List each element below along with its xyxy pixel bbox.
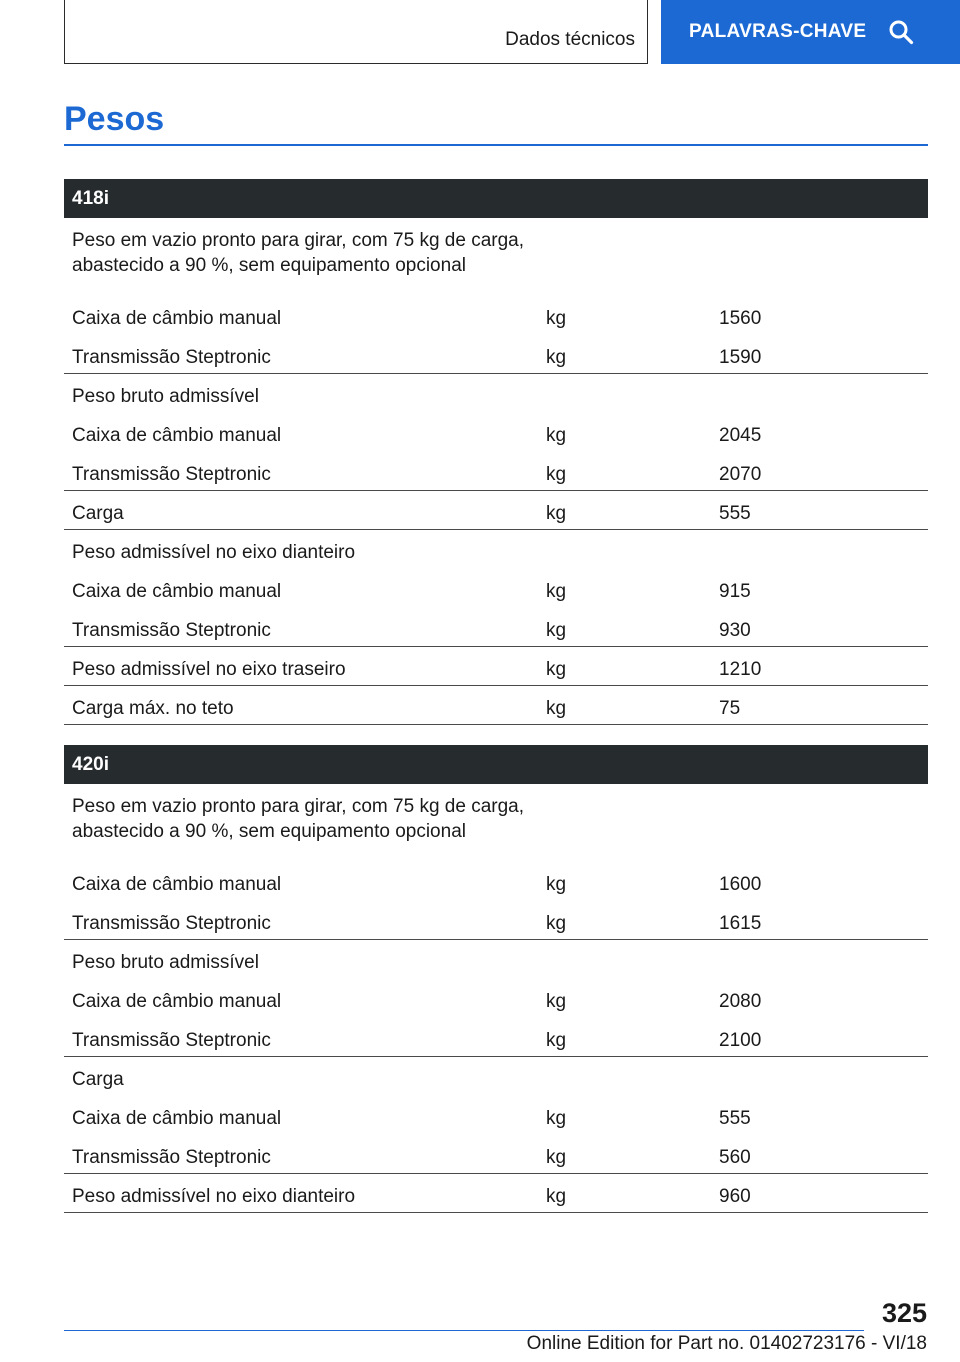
row-unit: kg — [546, 913, 567, 934]
row-label: Caixa de câmbio manual — [72, 1108, 282, 1129]
row-value: 1590 — [719, 347, 762, 368]
page-title: Pesos — [64, 100, 165, 138]
table-row — [64, 1018, 928, 1057]
table-row — [64, 979, 928, 1018]
row-label: Carga — [72, 503, 124, 524]
row-unit: kg — [546, 308, 567, 329]
row-value: 1615 — [719, 913, 762, 934]
table-row — [64, 686, 928, 725]
row-label: Caixa de câmbio manual — [72, 425, 282, 446]
row-label: Peso admissível no eixo traseiro — [72, 659, 346, 680]
row-label: Transmissão Steptronic — [72, 620, 271, 641]
page-number: 325 — [881, 1298, 927, 1328]
row-label: Peso em vazio pronto para girar, com 75 kg de carga, abastecido a 90 %, sem equipamento opcional — [72, 796, 525, 842]
table-row — [64, 296, 928, 335]
row-label: Caixa de câmbio manual — [72, 991, 282, 1012]
table-row — [64, 413, 928, 452]
row-value: 555 — [719, 503, 751, 524]
table-row — [64, 901, 928, 940]
row-value: 1560 — [719, 308, 762, 329]
table-row — [64, 491, 928, 530]
row-label: Carga — [72, 1069, 124, 1090]
row-label: Transmissão Steptronic — [72, 1147, 271, 1168]
row-label: Caixa de câmbio manual — [72, 308, 282, 329]
table-row — [64, 1096, 928, 1135]
row-unit: kg — [546, 581, 567, 602]
row-value: 960 — [719, 1186, 751, 1207]
row-unit: kg — [546, 659, 567, 680]
model-header: 418i — [64, 179, 928, 218]
row-label: Peso bruto admissível — [72, 952, 259, 973]
row-label: Caixa de câmbio manual — [72, 581, 282, 602]
row-unit: kg — [546, 347, 567, 368]
table-row — [64, 218, 928, 296]
row-label: Transmissão Steptronic — [72, 464, 271, 485]
row-label: Transmissão Steptronic — [72, 913, 271, 934]
footer-rule — [64, 1330, 864, 1331]
table-row — [64, 784, 928, 862]
row-value: 930 — [719, 620, 751, 641]
table-row — [64, 1174, 928, 1213]
row-unit: kg — [546, 874, 567, 895]
table-row — [64, 647, 928, 686]
row-label: Peso em vazio pronto para girar, com 75 kg de carga, abastecido a 90 %, sem equipamento opcional — [72, 230, 525, 276]
header-section-box — [64, 0, 648, 64]
row-unit: kg — [546, 698, 567, 719]
search-icon — [888, 19, 914, 45]
model-table-418i — [64, 179, 928, 725]
table-row — [64, 1057, 928, 1096]
table-row — [64, 608, 928, 647]
row-value: 75 — [719, 698, 741, 719]
row-unit: kg — [546, 464, 567, 485]
row-label: Carga máx. no teto — [72, 698, 234, 719]
table-row — [64, 862, 928, 901]
row-unit: kg — [546, 991, 567, 1012]
row-label: Transmissão Steptronic — [72, 1030, 271, 1051]
model-header: 420i — [64, 745, 928, 784]
row-value: 2070 — [719, 464, 762, 485]
rows — [64, 784, 928, 1213]
row-unit: kg — [546, 1030, 567, 1051]
rows — [64, 218, 928, 725]
row-unit: kg — [546, 1108, 567, 1129]
table-row — [64, 452, 928, 491]
row-unit: kg — [546, 620, 567, 641]
table-row — [64, 374, 928, 413]
row-value: 2045 — [719, 425, 762, 446]
header-section-title: Dados técnicos — [505, 29, 635, 50]
table-row — [64, 335, 928, 374]
row-value: 555 — [719, 1108, 751, 1129]
table-row — [64, 569, 928, 608]
row-unit: kg — [546, 1186, 567, 1207]
row-value: 2080 — [719, 991, 762, 1012]
row-label: Peso bruto admissível — [72, 386, 259, 407]
row-value: 915 — [719, 581, 751, 602]
keywords-label: PALAVRAS-CHAVE — [689, 21, 867, 42]
row-value: 2100 — [719, 1030, 762, 1051]
row-label: Transmissão Steptronic — [72, 347, 271, 368]
keywords-button[interactable] — [661, 0, 960, 64]
table-row — [64, 940, 928, 979]
row-value: 560 — [719, 1147, 751, 1168]
row-value: 1600 — [719, 874, 762, 895]
model-table-420i — [64, 745, 928, 1213]
row-unit: kg — [546, 425, 567, 446]
row-value: 1210 — [719, 659, 762, 680]
table-row — [64, 1135, 928, 1174]
row-unit: kg — [546, 1147, 567, 1168]
row-unit: kg — [546, 503, 567, 524]
table-row — [64, 530, 928, 569]
footer-edition: Online Edition for Part no. 01402723176 - VI/18 — [526, 1333, 927, 1354]
row-label: Caixa de câmbio manual — [72, 874, 282, 895]
title-rule — [64, 144, 928, 146]
row-label: Peso admissível no eixo dianteiro — [72, 542, 356, 563]
row-label: Peso admissível no eixo dianteiro — [72, 1186, 356, 1207]
